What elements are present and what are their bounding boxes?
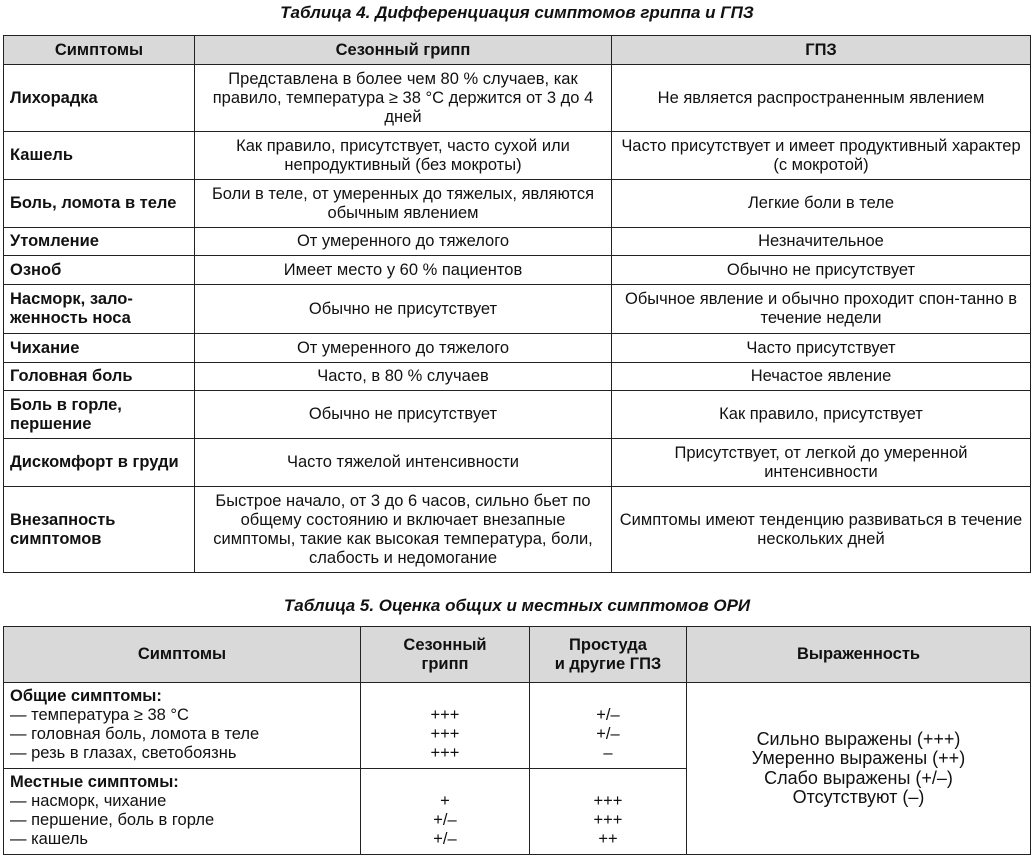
ari-symptom-assessment-table (3, 626, 1031, 855)
flu-marks-cell (361, 769, 530, 855)
flu-mark: +++ (430, 725, 460, 743)
table-row (4, 65, 1031, 132)
gpz-cell: Незначительное (612, 228, 1031, 256)
flu-mark: + (440, 792, 450, 810)
legend-item: Умеренно выражены (++) (751, 748, 966, 768)
gpz-cell: Присутствует, от легкой до умеренной интенсивности (612, 439, 1031, 487)
table-row (4, 285, 1031, 334)
flu-cell: От умеренного до тяжелого (195, 228, 612, 256)
legend-item: Отсутствуют (–) (792, 787, 925, 807)
symptom-item: — насморк, чихание (10, 792, 167, 810)
table-row (4, 363, 1031, 391)
table-row (4, 391, 1031, 439)
symptom-item: — кашель (10, 830, 88, 848)
symptom-cell: Лихорадка (4, 65, 195, 132)
gpz-cell: Часто присутствует и имеет продуктивный характер (с мокротой) (612, 132, 1031, 180)
flu-cell: Представлена в более чем 80 % случаев, как правило, температура ≥ 38 °С держится от 3 до 4 дней (195, 65, 612, 132)
symptom-item: — першение, боль в горле (10, 811, 215, 829)
cold-mark: – (603, 744, 613, 762)
gpz-cell: Обычное явление и обычно проходит спон-танно в течение недели (612, 285, 1031, 334)
symptom-item: — температура ≥ 38 °С (10, 706, 189, 724)
local-symptoms-cell (4, 769, 361, 855)
flu-cell: Часто, в 80 % случаев (195, 363, 612, 391)
table-header-row (4, 36, 1031, 65)
symptom-cell: Утомление (4, 228, 195, 256)
legend-item: Слабо выражены (+/–) (764, 767, 953, 788)
table-row (4, 334, 1031, 363)
flu-marks-cell (361, 683, 530, 769)
header-cold-gpz (530, 627, 687, 683)
gpz-cell: Как правило, присутствует (612, 391, 1031, 439)
symptom-differentiation-table (3, 35, 1031, 573)
legend-item: Сильно выражены (+++) (756, 728, 961, 749)
header-severity: Выраженность (687, 627, 1031, 683)
header-symptoms: Симптомы (4, 627, 361, 683)
symptom-cell: Дискомфорт в груди (4, 439, 195, 487)
flu-mark: +/– (433, 830, 457, 848)
table-row (4, 487, 1031, 573)
flu-cell: Быстрое начало, от 3 до 6 часов, сильно бьет по общему состоянию и включает внезапные симптомы, такие как высокая температура, боли, слабость и недомогание (195, 487, 612, 573)
gpz-cell: Часто присутствует (612, 334, 1031, 363)
table-row (4, 439, 1031, 487)
cold-mark: +/– (596, 725, 620, 743)
flu-cell: Часто тяжелой интенсивности (195, 439, 612, 487)
header-text: Сезонный (403, 635, 487, 654)
flu-mark: +++ (430, 706, 460, 724)
flu-cell: Как правило, присутствует, часто сухой или непродуктивный (без мокроты) (195, 132, 612, 180)
gpz-cell: Не является распространенным явлением (612, 65, 1031, 132)
header-text: Простуда (569, 635, 647, 654)
group-title: Местные симптомы: (10, 773, 179, 791)
symptom-item: — головная боль, ломота в теле (10, 725, 260, 743)
table-row (4, 180, 1031, 228)
header-gpz: ГПЗ (612, 36, 1031, 65)
table-row (4, 132, 1031, 180)
cold-mark: ++ (598, 830, 618, 848)
flu-cell: Обычно не присутствует (195, 285, 612, 334)
symptom-cell: Насморк, зало-женность носа (4, 285, 195, 334)
cold-marks-cell (530, 769, 687, 855)
flu-cell: Обычно не присутствует (195, 391, 612, 439)
flu-mark: +/– (433, 811, 457, 829)
header-text: и другие ГПЗ (554, 654, 662, 673)
gpz-cell: Нечастое явление (612, 363, 1031, 391)
symptom-cell: Боль в горле, першение (4, 391, 195, 439)
table4-caption: Таблица 4. Дифференциация симптомов гриппа и ГПЗ (280, 3, 754, 22)
symptom-item: — резь в глазах, светобоязнь (10, 744, 237, 762)
table-header-row (4, 627, 1031, 683)
table-row (4, 256, 1031, 285)
gpz-cell: Симптомы имеют тенденцию развиваться в течение нескольких дней (612, 487, 1031, 573)
symptom-cell: Чихание (4, 334, 195, 363)
symptom-cell: Кашель (4, 132, 195, 180)
header-symptoms: Симптомы (4, 36, 195, 65)
symptom-cell: Боль, ломота в теле (4, 180, 195, 228)
table-row-general (4, 683, 1031, 769)
flu-mark: +++ (430, 744, 460, 762)
header-seasonal-flu (361, 627, 530, 683)
symptom-cell: Озноб (4, 256, 195, 285)
cold-mark: +++ (593, 811, 623, 829)
header-seasonal-flu: Сезонный грипп (195, 36, 612, 65)
group-title: Общие симптомы: (10, 687, 162, 705)
symptom-cell: Внезапность симптомов (4, 487, 195, 573)
cold-marks-cell (530, 683, 687, 769)
flu-cell: От умеренного до тяжелого (195, 334, 612, 363)
cold-mark: +++ (593, 792, 623, 810)
cold-mark: +/– (596, 706, 620, 724)
general-symptoms-cell (4, 683, 361, 769)
symptom-cell: Головная боль (4, 363, 195, 391)
gpz-cell: Обычно не присутствует (612, 256, 1031, 285)
table-row (4, 228, 1031, 256)
table5-caption: Таблица 5. Оценка общих и местных симптомов ОРИ (283, 596, 751, 615)
flu-cell: Имеет место у 60 % пациентов (195, 256, 612, 285)
gpz-cell: Легкие боли в теле (612, 180, 1031, 228)
severity-legend-cell (687, 683, 1031, 855)
flu-cell: Боли в теле, от умеренных до тяжелых, являются обычным явлением (195, 180, 612, 228)
header-text: грипп (421, 654, 469, 673)
